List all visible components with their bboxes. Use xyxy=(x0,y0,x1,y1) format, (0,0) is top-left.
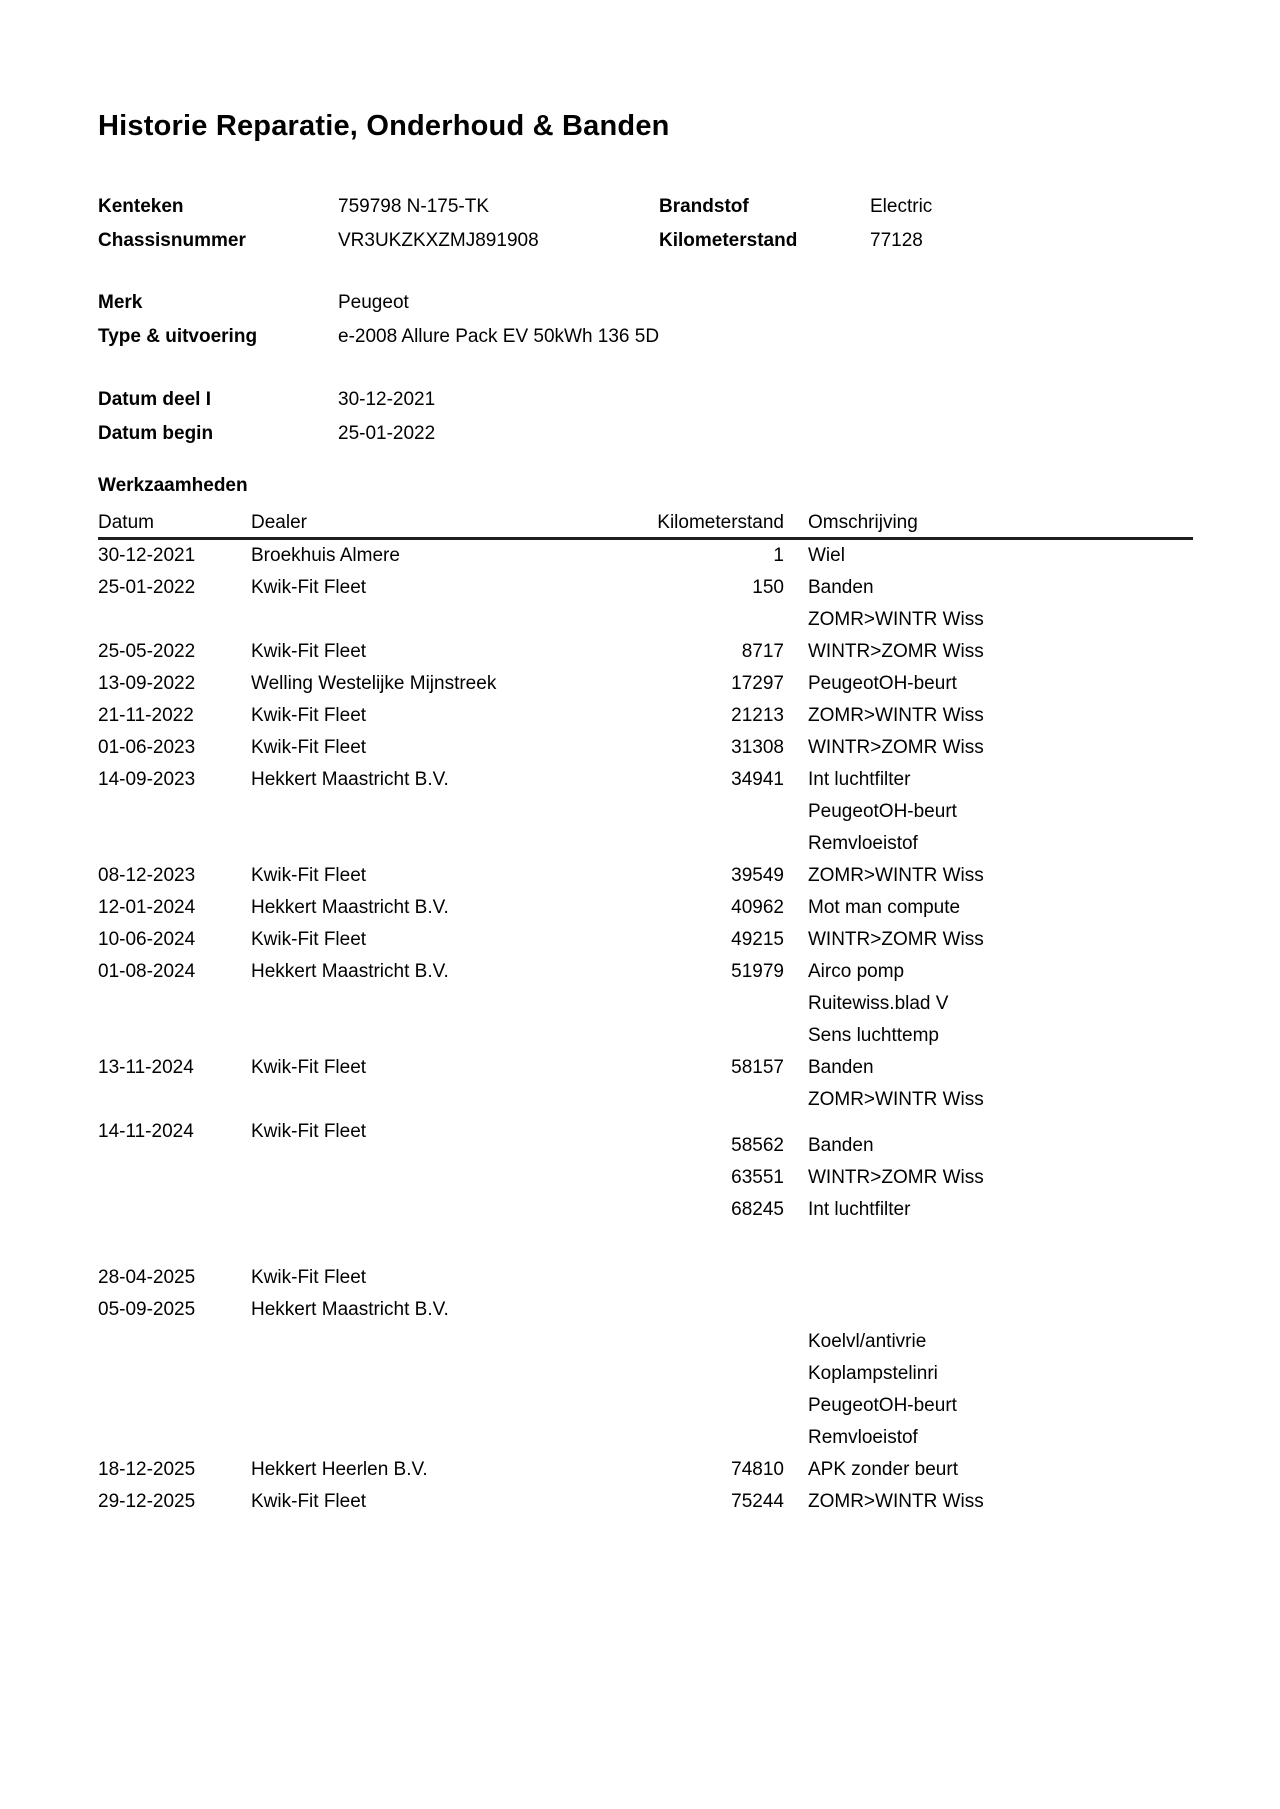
cell-omschrijving: ZOMR>WINTR Wiss xyxy=(808,705,984,726)
table-row xyxy=(98,604,1193,636)
cell-datum xyxy=(98,1194,251,1226)
cell-kilometerstand xyxy=(540,1294,784,1326)
cell-omschrijving: Banden xyxy=(808,1135,874,1156)
cell-kilometerstand xyxy=(540,1326,784,1358)
cell-kilometerstand: 40962 xyxy=(731,897,784,918)
cell-omschrijving: WINTR>ZOMR Wiss xyxy=(808,1167,984,1188)
cell-datum: 14-09-2023 xyxy=(98,769,196,790)
cell-datum xyxy=(98,988,251,1020)
cell-datum: 30-12-2021 xyxy=(98,545,196,566)
cell-datum: 21-11-2022 xyxy=(98,705,194,726)
merk-label: Merk xyxy=(98,292,143,313)
cell-datum: 13-09-2022 xyxy=(98,673,196,694)
cell-kilometerstand: 74810 xyxy=(731,1459,784,1480)
cell-omschrijving: Koplampstelinri xyxy=(808,1363,938,1384)
datum-begin-value: 25-01-2022 xyxy=(338,423,436,444)
cell-omschrijving: Remvloeistof xyxy=(808,1427,918,1448)
cell-datum: 05-09-2025 xyxy=(98,1299,196,1320)
cell-dealer: Kwik-Fit Fleet xyxy=(251,1121,367,1142)
cell-datum xyxy=(98,1130,251,1162)
werkzaamheden-section-title: Werkzaamheden xyxy=(98,475,248,496)
cell-kilometerstand xyxy=(540,1390,784,1422)
cell-kilometerstand xyxy=(540,1358,784,1390)
cell-datum xyxy=(98,604,251,636)
cell-dealer: Kwik-Fit Fleet xyxy=(251,865,367,886)
cell-dealer: Broekhuis Almere xyxy=(251,545,400,566)
kenteken-value: 759798 N-175-TK xyxy=(338,196,490,217)
cell-datum xyxy=(98,1084,251,1116)
cell-datum: 14-11-2024 xyxy=(98,1121,194,1142)
cell-omschrijving: Mot man compute xyxy=(808,897,961,918)
table-row xyxy=(98,1052,1193,1084)
cell-datum: 12-01-2024 xyxy=(98,897,196,918)
cell-dealer: Kwik-Fit Fleet xyxy=(251,1267,367,1288)
cell-omschrijving: WINTR>ZOMR Wiss xyxy=(808,641,984,662)
cell-datum xyxy=(98,1326,251,1358)
info-row-chassisnummer xyxy=(98,224,1198,258)
kenteken-label: Kenteken xyxy=(98,196,184,217)
table-row xyxy=(98,828,1193,860)
cell-omschrijving: ZOMR>WINTR Wiss xyxy=(808,865,984,886)
cell-dealer xyxy=(251,1020,540,1052)
cell-kilometerstand xyxy=(540,796,784,828)
table-row xyxy=(98,1390,1193,1422)
table-row xyxy=(98,892,1193,924)
cell-omschrijving: Banden xyxy=(808,1057,874,1078)
cell-kilometerstand: 75244 xyxy=(731,1491,784,1512)
table-row xyxy=(98,1130,1193,1162)
cell-dealer: Hekkert Maastricht B.V. xyxy=(251,961,449,982)
table-row xyxy=(98,1262,1193,1294)
cell-datum xyxy=(98,1358,251,1390)
table-row xyxy=(98,764,1193,796)
cell-dealer xyxy=(251,1422,540,1454)
datum-deel1-label: Datum deel I xyxy=(98,389,211,410)
table-row xyxy=(98,668,1193,700)
brandstof-label: Brandstof xyxy=(659,196,749,217)
cell-omschrijving xyxy=(784,1262,1193,1294)
cell-dealer: Kwik-Fit Fleet xyxy=(251,1057,367,1078)
table-row xyxy=(98,1454,1193,1486)
cell-kilometerstand xyxy=(540,1020,784,1052)
cell-kilometerstand xyxy=(540,828,784,860)
merk-value: Peugeot xyxy=(338,292,409,313)
cell-omschrijving: Banden xyxy=(808,577,874,598)
table-row xyxy=(98,1486,1193,1518)
table-row xyxy=(98,1020,1193,1052)
chassisnummer-value: VR3UKZKXZMJ891908 xyxy=(338,230,539,251)
cell-omschrijving: ZOMR>WINTR Wiss xyxy=(808,1491,984,1512)
cell-kilometerstand: 49215 xyxy=(731,929,784,950)
column-header-omschrijving: Omschrijving xyxy=(808,512,918,533)
cell-dealer: Kwik-Fit Fleet xyxy=(251,641,367,662)
cell-dealer xyxy=(251,988,540,1020)
cell-dealer xyxy=(251,604,540,636)
cell-kilometerstand: 17297 xyxy=(731,673,784,694)
cell-omschrijving: Airco pomp xyxy=(808,961,905,982)
info-row-type xyxy=(98,320,1198,354)
vehicle-type-block xyxy=(98,286,1198,354)
worktable-body xyxy=(98,540,1193,1518)
cell-dealer xyxy=(251,1326,540,1358)
cell-dealer: Kwik-Fit Fleet xyxy=(251,929,367,950)
table-row xyxy=(98,572,1193,604)
column-header-dealer: Dealer xyxy=(251,512,307,533)
type-uitvoering-label: Type & uitvoering xyxy=(98,326,258,347)
table-row xyxy=(98,700,1193,732)
cell-datum: 08-12-2023 xyxy=(98,865,196,886)
cell-datum: 13-11-2024 xyxy=(98,1057,194,1078)
cell-omschrijving: PeugeotOH-beurt xyxy=(808,1395,957,1416)
kilometerstand-value: 77128 xyxy=(870,230,923,251)
cell-kilometerstand: 68245 xyxy=(731,1199,784,1220)
type-uitvoering-value: e-2008 Allure Pack EV 50kWh 136 5D xyxy=(338,326,660,347)
table-row xyxy=(98,1294,1193,1326)
info-row-kenteken xyxy=(98,190,1198,224)
table-row xyxy=(98,860,1193,892)
cell-dealer xyxy=(251,1084,540,1116)
cell-datum xyxy=(98,1020,251,1052)
cell-dealer: Hekkert Maastricht B.V. xyxy=(251,769,449,790)
table-row xyxy=(98,988,1193,1020)
table-row xyxy=(98,1358,1193,1390)
cell-dealer: Hekkert Maastricht B.V. xyxy=(251,1299,449,1320)
cell-kilometerstand xyxy=(540,604,784,636)
table-row xyxy=(98,636,1193,668)
table-row xyxy=(98,1084,1193,1116)
cell-datum xyxy=(98,1390,251,1422)
cell-datum xyxy=(98,796,251,828)
info-row-datum-deel1 xyxy=(98,383,1198,417)
datum-begin-label: Datum begin xyxy=(98,423,214,444)
cell-datum: 10-06-2024 xyxy=(98,929,196,950)
cell-datum: 29-12-2025 xyxy=(98,1491,196,1512)
cell-kilometerstand xyxy=(540,1084,784,1116)
cell-dealer: Hekkert Maastricht B.V. xyxy=(251,897,449,918)
cell-omschrijving: Sens luchttemp xyxy=(808,1025,939,1046)
cell-datum: 01-06-2023 xyxy=(98,737,196,758)
cell-dealer: Kwik-Fit Fleet xyxy=(251,737,367,758)
page-title: Historie Reparatie, Onderhoud & Banden xyxy=(98,110,670,142)
werkzaamheden-table-header xyxy=(98,506,1193,540)
cell-kilometerstand: 31308 xyxy=(731,737,784,758)
cell-datum: 25-01-2022 xyxy=(98,577,196,598)
info-row-merk xyxy=(98,286,1198,320)
table-row xyxy=(98,732,1193,764)
cell-omschrijving: Int luchtfilter xyxy=(808,769,911,790)
werkzaamheden-table xyxy=(98,506,1193,1518)
cell-kilometerstand xyxy=(540,1422,784,1454)
cell-datum xyxy=(98,1162,251,1194)
table-row xyxy=(98,1162,1193,1194)
info-row-datum-begin xyxy=(98,417,1198,451)
cell-omschrijving: APK zonder beurt xyxy=(808,1459,958,1480)
cell-dealer: Hekkert Heerlen B.V. xyxy=(251,1459,428,1480)
cell-omschrijving: Koelvl/antivrie xyxy=(808,1331,927,1352)
cell-datum: 18-12-2025 xyxy=(98,1459,196,1480)
cell-dealer xyxy=(251,1162,540,1194)
column-header-kilometerstand: Kilometerstand xyxy=(657,512,784,533)
table-row xyxy=(98,924,1193,956)
table-row xyxy=(98,796,1193,828)
cell-omschrijving: Int luchtfilter xyxy=(808,1199,911,1220)
brandstof-value: Electric xyxy=(870,196,933,217)
cell-kilometerstand: 58562 xyxy=(731,1135,784,1156)
chassisnummer-label: Chassisnummer xyxy=(98,230,246,251)
cell-kilometerstand: 150 xyxy=(752,577,784,598)
cell-omschrijving: WINTR>ZOMR Wiss xyxy=(808,737,984,758)
column-header-datum: Datum xyxy=(98,512,154,533)
table-row xyxy=(98,1422,1193,1454)
cell-dealer: Kwik-Fit Fleet xyxy=(251,1491,367,1512)
kilometerstand-label: Kilometerstand xyxy=(659,230,798,251)
cell-kilometerstand: 34941 xyxy=(731,769,784,790)
cell-dealer: Welling Westelijke Mijnstreek xyxy=(251,673,497,694)
cell-datum xyxy=(98,828,251,860)
cell-dealer xyxy=(251,796,540,828)
cell-kilometerstand: 1 xyxy=(773,545,784,566)
cell-omschrijving: WINTR>ZOMR Wiss xyxy=(808,929,984,950)
cell-kilometerstand: 8717 xyxy=(741,641,784,662)
cell-dealer: Kwik-Fit Fleet xyxy=(251,705,367,726)
cell-dealer xyxy=(251,1130,540,1162)
cell-kilometerstand xyxy=(540,1262,784,1294)
cell-datum: 25-05-2022 xyxy=(98,641,196,662)
cell-kilometerstand: 39549 xyxy=(731,865,784,886)
cell-omschrijving: Ruitewiss.blad V xyxy=(808,993,949,1014)
table-row xyxy=(98,956,1193,988)
cell-dealer xyxy=(251,828,540,860)
cell-dealer xyxy=(251,1390,540,1422)
cell-dealer xyxy=(251,1358,540,1390)
cell-dealer: Kwik-Fit Fleet xyxy=(251,577,367,598)
cell-datum xyxy=(98,1422,251,1454)
cell-kilometerstand: 63551 xyxy=(731,1167,784,1188)
cell-kilometerstand: 51979 xyxy=(731,961,784,982)
cell-omschrijving: PeugeotOH-beurt xyxy=(808,673,957,694)
cell-omschrijving: ZOMR>WINTR Wiss xyxy=(808,1089,984,1110)
cell-datum: 28-04-2025 xyxy=(98,1267,196,1288)
cell-datum: 01-08-2024 xyxy=(98,961,196,982)
cell-kilometerstand: 21213 xyxy=(731,705,784,726)
cell-omschrijving: Remvloeistof xyxy=(808,833,918,854)
datum-deel1-value: 30-12-2021 xyxy=(338,389,436,410)
vehicle-identification-block xyxy=(98,190,1198,258)
cell-omschrijving: ZOMR>WINTR Wiss xyxy=(808,609,984,630)
cell-kilometerstand: 58157 xyxy=(731,1057,784,1078)
cell-kilometerstand xyxy=(540,988,784,1020)
cell-omschrijving xyxy=(784,1294,1193,1326)
cell-dealer xyxy=(251,1194,540,1226)
table-row xyxy=(98,1194,1193,1226)
dates-block xyxy=(98,383,1198,451)
cell-omschrijving: Wiel xyxy=(808,545,845,566)
cell-omschrijving: PeugeotOH-beurt xyxy=(808,801,957,822)
table-row xyxy=(98,1326,1193,1358)
table-row xyxy=(98,540,1193,572)
